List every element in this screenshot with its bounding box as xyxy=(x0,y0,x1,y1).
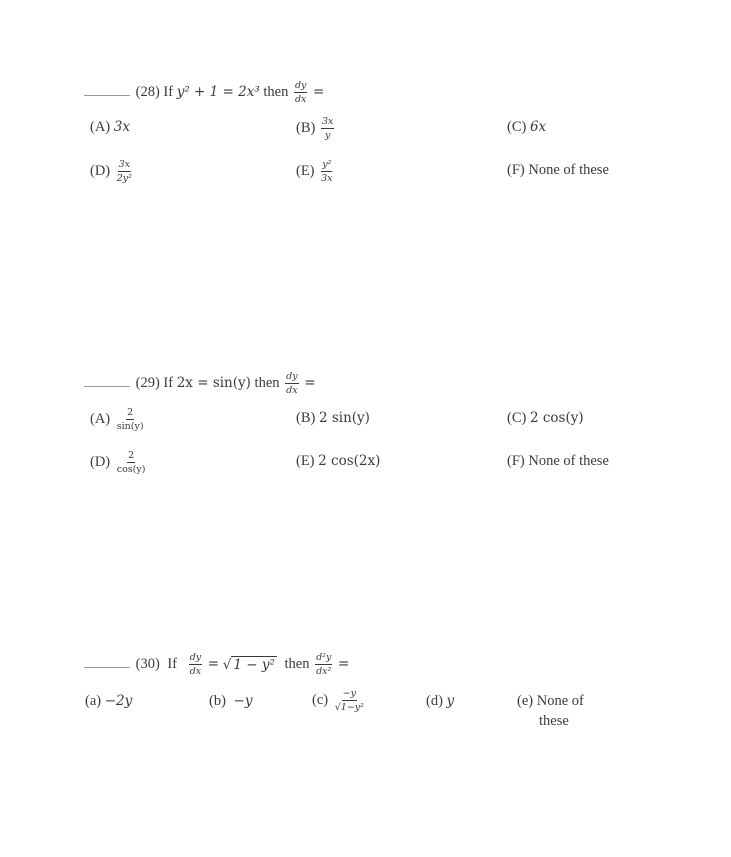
q30-choice-d[interactable]: (d) y xyxy=(426,693,455,709)
q30-choice-e[interactable]: (e) None of these xyxy=(517,693,584,729)
q28-equation: y² + 1 = 2x³ xyxy=(176,83,260,100)
q29-choice-d[interactable]: (D) $\frac{2}{\cos(y)}$ xyxy=(90,450,146,475)
q30-choice-c[interactable]: (c) $\frac{-y}{\text{√1−y²}}$ xyxy=(312,688,364,713)
q30-eq-sign: = xyxy=(207,655,220,672)
q29-choice-f[interactable]: (F) None of these xyxy=(507,453,609,469)
q30-number: (30) xyxy=(135,655,160,672)
q30-dydx: $\frac{dy}{dx}$ xyxy=(189,652,202,677)
q28-answer-blank[interactable] xyxy=(84,83,130,96)
q28-stem xyxy=(84,80,324,105)
q30-if: If xyxy=(167,655,178,672)
q30-answer-blank[interactable] xyxy=(84,655,130,668)
q30-choice-a[interactable]: (a) −2y xyxy=(85,693,133,709)
q30-choice-b[interactable]: (b) −y xyxy=(209,693,253,709)
q28-then: then xyxy=(263,83,289,100)
q28-choice-d[interactable]: (D) $\frac{3x}{\text{2y²}}$ xyxy=(90,159,132,184)
q29-equation: 2x = sin(y) xyxy=(176,374,251,391)
q29-number: (29) xyxy=(135,374,160,391)
q30-d2ydx2: $\frac{\text{d²y}}{\text{dx²}}$ xyxy=(316,652,332,677)
q29-choice-c[interactable]: (C) 2 cos(y) xyxy=(507,410,584,426)
q30-sqrt: √ 1 − y² xyxy=(222,656,275,673)
q29-choice-e[interactable]: (E) 2 cos(2x) xyxy=(296,453,381,469)
q28-number: (28) xyxy=(135,83,160,100)
q30-then: then xyxy=(284,655,310,672)
q29-if: If xyxy=(163,374,174,391)
q29-then: then xyxy=(254,374,280,391)
q28-choice-b[interactable]: (B) $\frac{3x}{y}$ xyxy=(296,116,334,141)
q29-equals: = xyxy=(304,374,316,391)
q30-stem xyxy=(84,652,349,677)
q29-answer-blank[interactable] xyxy=(84,374,130,387)
q28-choice-a[interactable]: (A) 3x xyxy=(90,119,130,135)
q28-dydx: $\frac{dy}{dx}$ xyxy=(294,80,307,105)
q30-equals: = xyxy=(337,655,350,672)
q29-choice-b[interactable]: (B) 2 sin(y) xyxy=(296,410,370,426)
q28-choice-e[interactable]: (E) $\frac{\text{y²}}{3x}$ xyxy=(296,159,333,184)
q28-choice-c[interactable]: (C) 6x xyxy=(507,119,547,135)
sqrt-symbol: √ xyxy=(222,656,232,673)
q29-dydx: $\frac{dy}{dx}$ xyxy=(286,371,298,396)
q28-choice-f[interactable]: (F) None of these xyxy=(507,162,609,178)
q28-if: If xyxy=(163,83,174,100)
q28-equals: = xyxy=(313,83,325,100)
q29-choice-a[interactable]: (A) $\frac{2}{\sin(y)}$ xyxy=(90,407,144,432)
q29-stem xyxy=(84,371,316,396)
